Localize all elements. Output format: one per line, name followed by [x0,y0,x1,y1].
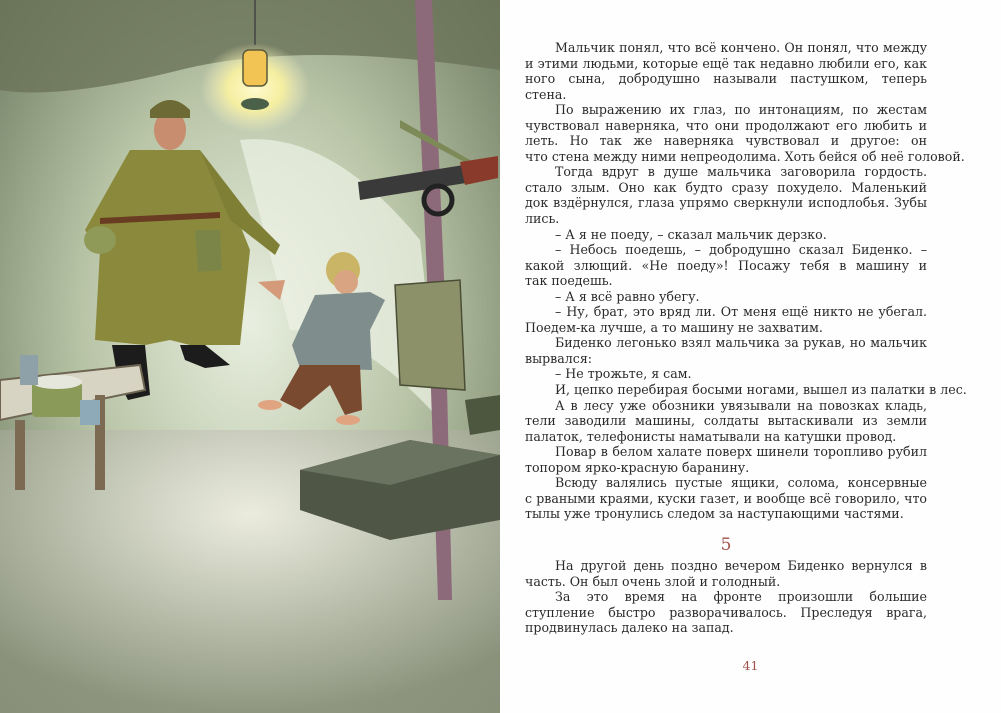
paragraph [525,589,927,636]
text-column [525,40,967,636]
text-line: – А я не поеду, – сказал мальчик дерзко. [555,226,827,242]
book-illustration [0,0,500,713]
paragraph [525,40,927,102]
paragraph [525,102,965,164]
page-number: 41 [742,658,759,673]
text-line: тылы уже тронулись следом за наступающими частями. [525,506,904,522]
text-line: какой злющий. «Не поеду»! Посажу тебя в машину и [525,257,927,273]
text-line: с рваными краями, куски газет, и вообще всё говорило, что [525,490,927,506]
paragraph [525,335,927,366]
text-line: часть. Он был очень злой и голодный. [525,573,781,589]
text-line: – А я всё равно убегу. [555,288,700,304]
text-line: – Не трожьте, я сам. [555,366,692,382]
text-line: тели заводили машины, солдаты вытаскивали из земли [525,413,927,429]
text-line: Мальчик понял, что всё кончено. Он понял, что между [555,40,927,55]
text-line: А в лесу уже обозники увязывали на повозках кладь, [555,397,927,413]
text-line: продвинулась далеко на запад. [525,620,734,636]
text-line: топором ярко-красную баранину. [525,459,750,475]
section-after-chapter [525,558,927,636]
text-line: так поедешь. [525,273,613,289]
text-line: За это время на фронте произошли большие [555,589,927,605]
text-line: что стена между ними непреодолима. Хоть бейся об неё головой. [525,148,965,164]
paragraph [525,227,927,243]
paragraph [525,366,927,382]
paragraph [525,475,927,522]
paragraph [525,444,927,475]
chapter-number: 5 [720,534,732,555]
text-line: чувствовал наверняка, что они продолжают его любить и [525,117,927,133]
text-line: По выражению их глаз, по интонациям, по жестам [555,102,927,118]
paragraph [525,164,927,226]
paragraph [525,558,927,589]
text-line: стена. [525,86,567,102]
text-line: – Небось поедешь, – добродушно сказал Биденко. – [555,242,927,258]
text-line: Поедем-ка лучше, а то машину не захватим. [525,319,823,335]
text-line: Биденко легонько взял мальчика за рукав, но мальчик [555,335,927,351]
text-line: леть. Но так же наверняка чувствовал и другое: он [525,133,927,149]
text-line: лись. [525,211,560,227]
text-line: Тогда вдруг в душе мальчика заговорила гордость. [555,164,927,180]
paragraph [525,289,927,305]
text-line: стало злым. Оно как будто сразу похудело. Маленький [525,179,927,195]
text-line: ступление быстро разворачивалось. Преследуя врага, [525,604,927,620]
text-line: и этими людьми, которые ещё так недавно любили его, как [525,55,927,71]
text-line: Повар в белом халате поверх шинели торопливо рубил [555,444,927,460]
text-line: – Ну, брат, это вряд ли. От меня ещё никто не убегал. [555,304,927,320]
paragraph [525,398,927,445]
text-page [500,0,1001,713]
paragraph [525,242,927,289]
paragraph [525,382,967,398]
text-line: Всюду валялись пустые ящики, солома, консервные [555,475,927,491]
text-line: док вздёрнулся, глаза упрямо сверкнули исподлобья. Зубы [525,195,927,211]
paragraph [525,304,927,335]
text-line: На другой день поздно вечером Биденко вернулся в [555,557,927,573]
section-before-chapter [525,40,967,522]
text-line: вырвался: [525,350,593,366]
text-line: ного сына, добродушно называли пастушком, теперь [525,71,927,87]
text-line: И, цепко перебирая босыми ногами, вышел из палатки в лес. [555,382,967,398]
text-line: палаток, телефонисты наматывали на катушки провод. [525,428,897,444]
